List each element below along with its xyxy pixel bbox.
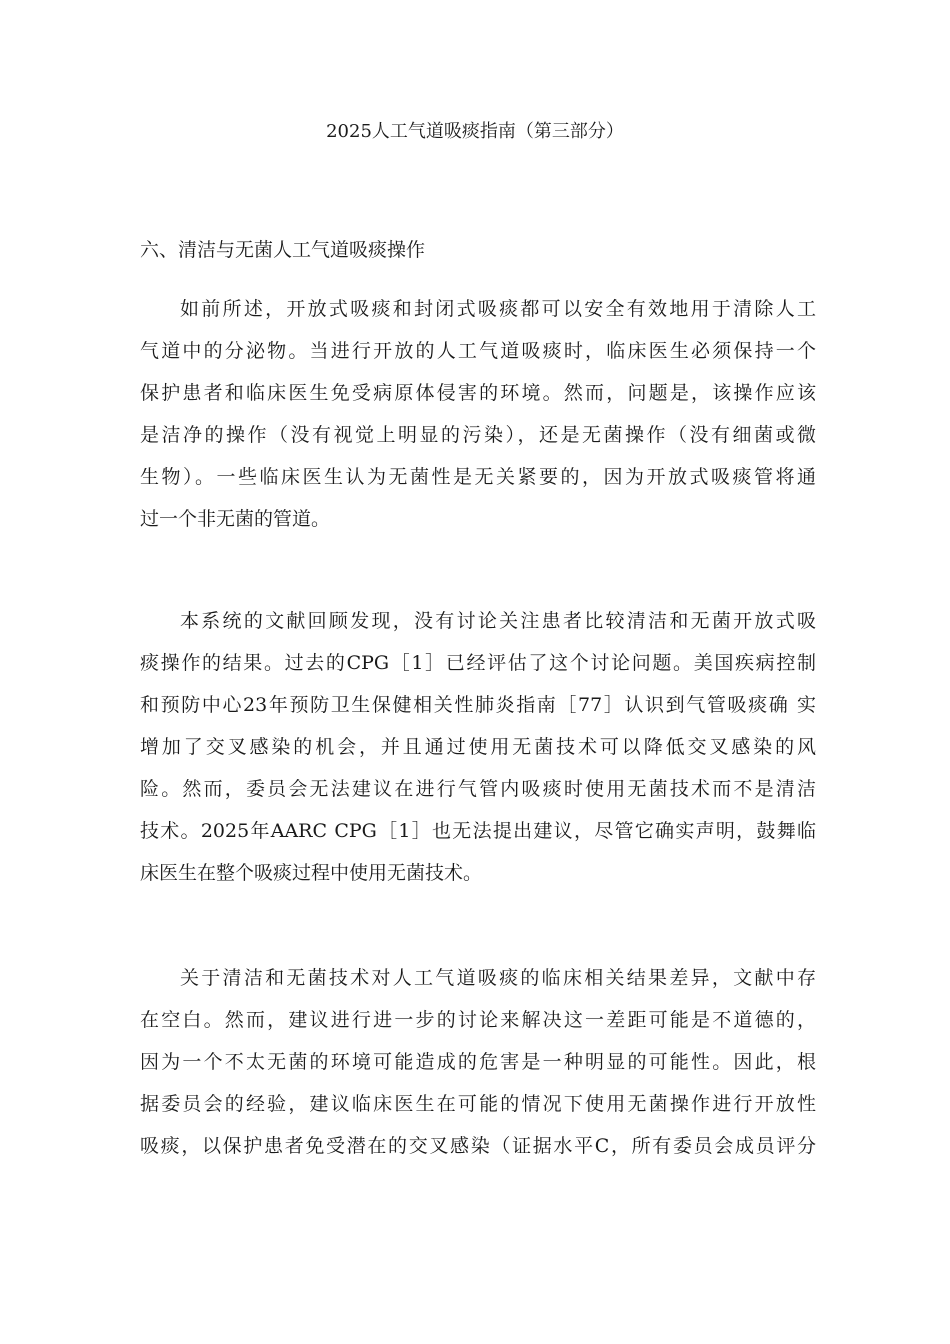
text-line: 据委员会的经验，建议临床医生在可能的情况下使用无菌操作进行开放性 bbox=[140, 1093, 816, 1115]
text-line: 如前所述，开放式吸痰和封闭式吸痰都可以安全有效地用于清除人工 bbox=[180, 298, 816, 320]
text-line: 关于清洁和无菌技术对人工气道吸痰的临床相关结果差异，文献中存 bbox=[180, 967, 816, 989]
text-line: 痰操作的结果。过去的CPG［1］已经评估了这个讨论问题。美国疾病控制 bbox=[140, 652, 816, 674]
section-heading: 六、清洁与无菌人工气道吸痰操作 bbox=[140, 239, 426, 261]
text-line: 吸痰，以保护患者免受潜在的交叉感染（证据水平C，所有委员会成员评分 bbox=[140, 1135, 816, 1157]
text-line: 增加了交叉感染的机会，并且通过使用无菌技术可以降低交叉感染的风 bbox=[140, 736, 816, 758]
text-line: 保护患者和临床医生免受病原体侵害的环境。然而，问题是，该操作应该 bbox=[140, 382, 816, 404]
text-line: 是洁净的操作（没有视觉上明显的污染），还是无菌操作（没有细菌或微 bbox=[140, 424, 816, 446]
text-line: 床医生在整个吸痰过程中使用无菌技术。 bbox=[140, 862, 483, 884]
text-line: 技术。2025年AARC CPG［1］也无法提出建议，尽管它确实声明，鼓舞临 bbox=[140, 820, 816, 842]
text-line: 过一个非无菌的管道。 bbox=[140, 508, 331, 530]
text-line: 因为一个不太无菌的环境可能造成的危害是一种明显的可能性。因此，根 bbox=[140, 1051, 816, 1073]
page-title: 2025人工气道吸痰指南（第三部分） bbox=[326, 121, 624, 142]
paragraph-2 bbox=[140, 600, 816, 894]
text-line: 在空白。然而，建议进行进一步的讨论来解决这一差距可能是不道德的， bbox=[140, 1009, 816, 1031]
paragraph-3 bbox=[140, 957, 816, 1167]
text-line: 生物）。一些临床医生认为无菌性是无关紧要的，因为开放式吸痰管将通 bbox=[140, 466, 816, 488]
text-line: 本系统的文献回顾发现，没有讨论关注患者比较清洁和无菌开放式吸 bbox=[180, 610, 816, 632]
paragraph-1 bbox=[140, 288, 816, 540]
text-line: 气道中的分泌物。当进行开放的人工气道吸痰时，临床医生必须保持一个 bbox=[140, 340, 816, 362]
text-line: 险。然而，委员会无法建议在进行气管内吸痰时使用无菌技术而不是清洁 bbox=[140, 778, 816, 800]
text-line: 和预防中心23年预防卫生保健相关性肺炎指南［77］认识到气管吸痰确 实 bbox=[140, 694, 816, 716]
